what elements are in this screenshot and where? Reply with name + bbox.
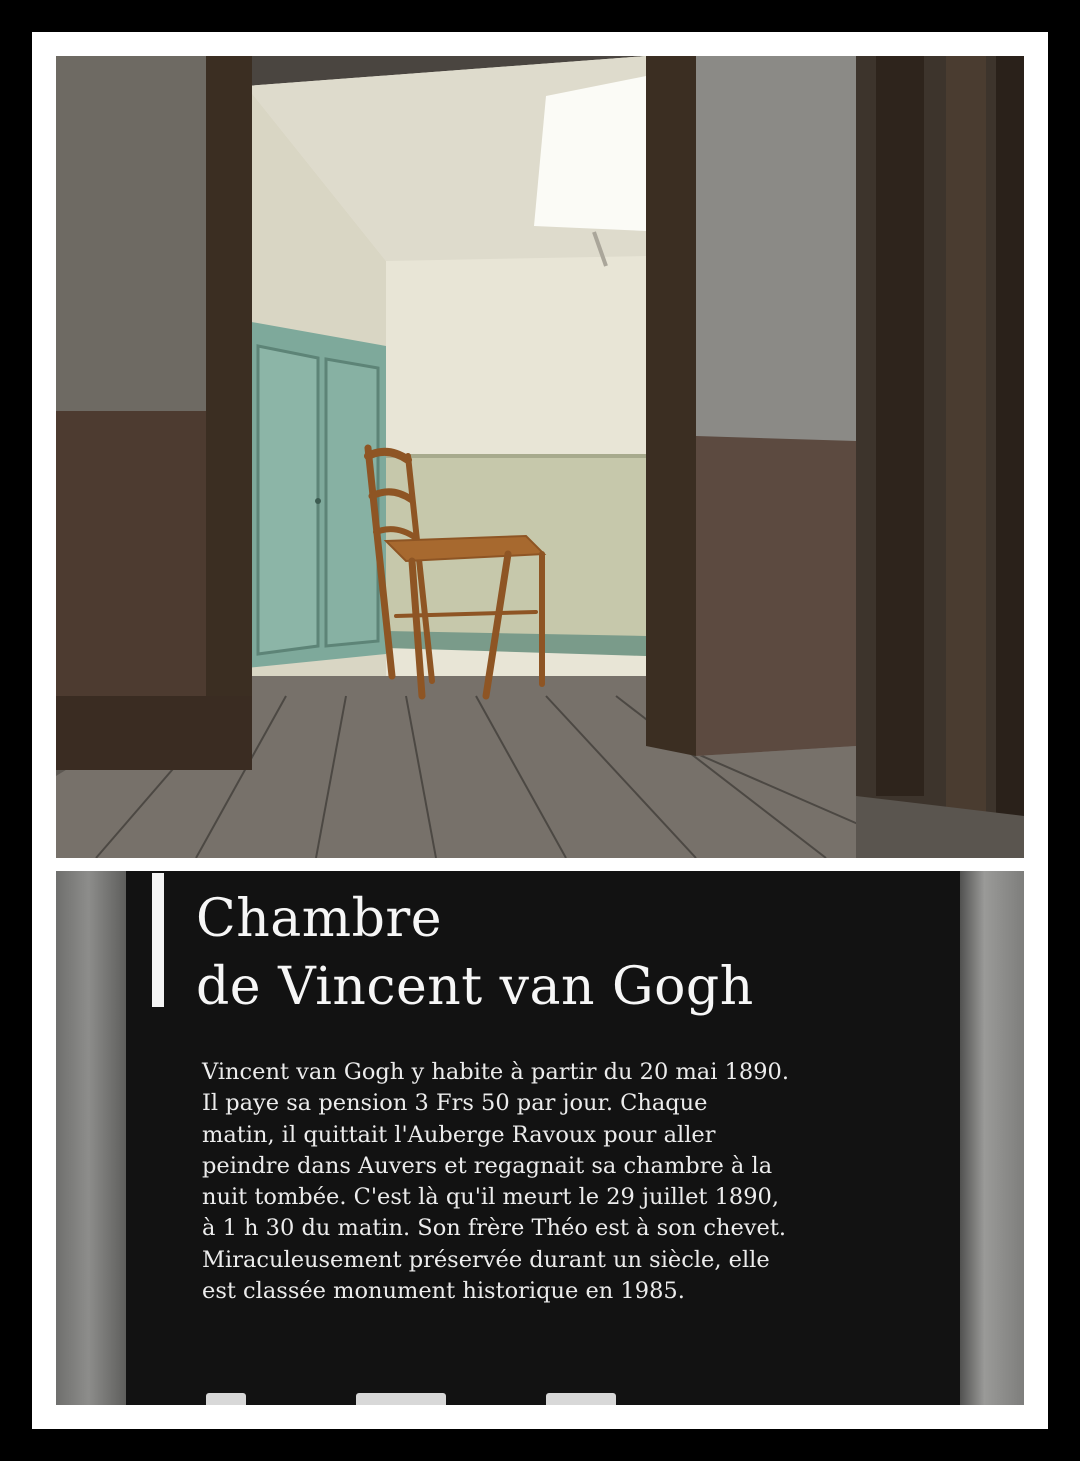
plaque-title [196,885,754,1021]
plaque-text-line: à 1 h 30 du matin. Son frère Théo est à son chevet. [202,1215,787,1242]
plaque-text-line: est classée monument historique en 1985. [202,1278,685,1305]
door-frame-left [206,56,252,770]
plaque-body-text [202,1057,902,1307]
plaque-text-line: Vincent van Gogh y habite à partir du 20 mai 1890. [202,1059,789,1085]
stone-wall-left [56,871,128,1405]
plaque-accent-bar [152,873,164,1007]
plaque-text-line: nuit tombée. C'est là qu'il meurt le 29 juillet 1890, [202,1184,779,1211]
plaque-text-line: matin, il quittait l'Auberge Ravoux pour aller [202,1121,716,1148]
plaque-title-line: de Vincent van Gogh [196,957,754,1017]
room-photo-drawing [56,56,1024,858]
plaque-title-line: Chambre [196,889,443,949]
room-photo [56,56,1024,858]
plaque-text-line: Miraculeusement préservée durant un siècle, elle [202,1246,770,1273]
skylight [534,76,646,231]
plaque-photo [56,871,1024,1405]
stone-wall-right [958,871,1024,1405]
cropped-english-title [206,1389,636,1405]
plaque-text-line: Il paye sa pension 3 Frs 50 par jour. Chaque [202,1090,708,1117]
plaque-text-line: peindre dans Auvers et regagnait sa chambre à la [202,1152,773,1179]
door-frame-right [646,56,696,756]
